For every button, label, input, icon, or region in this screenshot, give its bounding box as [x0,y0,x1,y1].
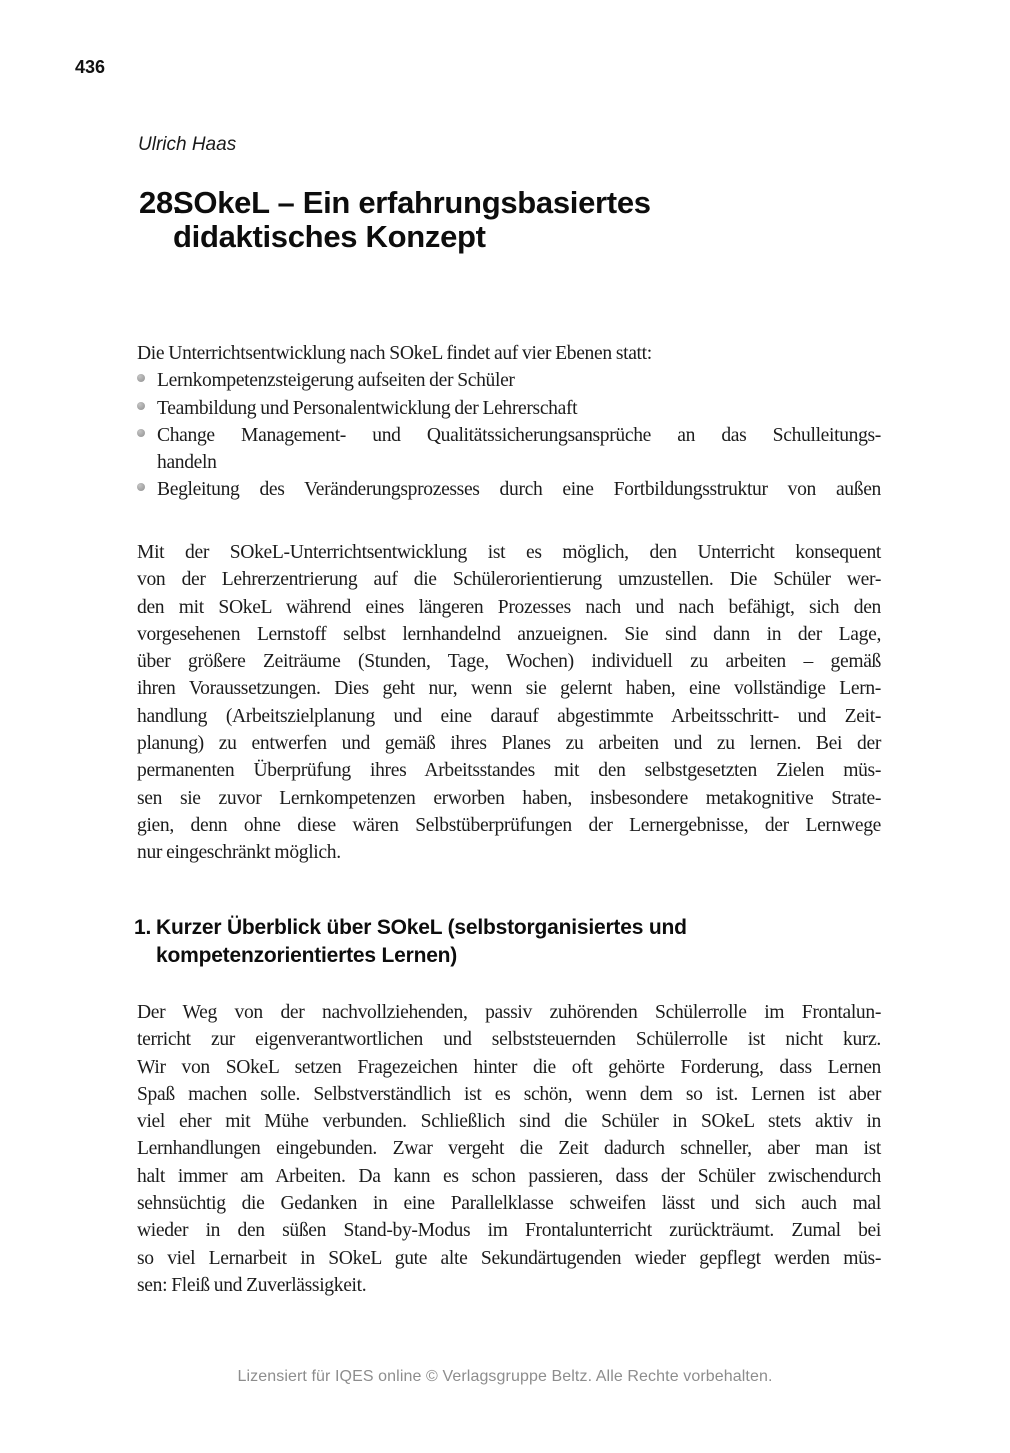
text-line: kompetenzorientiertes Lernen) [156,944,458,967]
bullet-text [157,367,881,394]
paragraph [137,539,881,867]
page-number: 436 [75,57,106,77]
intro-section [137,340,881,504]
text-line: didaktisches Konzept [173,219,486,254]
bullet-icon [137,374,145,382]
bullet-item [137,395,881,422]
text-line: Der Weg von der nachvollziehenden, passiv zuhörenden Schülerrolle im Frontalun- [137,1002,881,1023]
text-line: SOkeL – Ein erfahrungsbasiertes [173,185,651,220]
text-line: viel eher mit Mühe verbunden. Schließlich sind die Schüler in SOkeL stets aktiv in [137,1111,881,1133]
bullet-text [157,422,881,477]
text-line: Begleitung des Veränderungsprozesses durch eine Fortbildungsstruktur von außen [157,479,881,501]
text-line: sen sie zuvor Lernkompetenzen erworben haben, insbesondere metakognitive Strate- [137,787,881,809]
bullet-icon [137,483,145,491]
text-line: den mit SOkeL während eines längeren Prozesses nach und nach befähigt, sich den [137,596,881,618]
text-line: von der Lehrerzentrierung auf die Schülerorientierung umzustellen. Die Schüler wer- [137,569,881,591]
chapter-number: 28. [139,185,182,220]
text-line: nur eingeschränkt möglich. [137,842,341,864]
bullet-text [157,476,881,503]
bullet-icon [137,429,145,437]
text-line: Lernhandlungen eingebunden. Zwar vergeht die Zeit dadurch schneller, aber man ist [137,1138,881,1160]
text-line: vorgesehenen Lernstoff selbst lernhandelnd anzueignen. Sie sind dann in der Lage, [137,623,881,645]
bullet-text [157,395,881,422]
text-line: halt immer am Arbeiten. Da kann es schon passieren, dass der Schüler zwischendurch [137,1165,881,1187]
text-line: handeln [157,452,217,474]
bullet-item [137,422,881,477]
text-line: sehnsüchtig die Gedanken in eine Parallelklasse schweifen lässt und sich auch mal [137,1193,881,1215]
text-line: terricht zur eigenverantwortlichen und selbststeuernden Schülerrolle ist nicht kurz. [137,1029,881,1051]
text-line: planung) zu entwerfen und gemäß ihres Planes zu arbeiten und zu lernen. Bei der [137,733,881,755]
bullet-item [137,476,881,503]
bullet-icon [137,402,145,410]
text-line: Teambildung und Personalentwicklung der Lehrerschaft [157,397,578,419]
paragraph [137,999,881,1299]
chapter-title [173,186,651,254]
section-heading [134,914,687,970]
text-line: wieder in den süßen Stand-by-Modus im Frontalunterricht zurückträumt. Zumal bei [137,1220,881,1242]
chapter-heading [139,186,651,254]
text-line: ihren Voraussetzungen. Dies geht nur, wenn sie gelernt haben, eine vollständige Lern- [137,678,881,700]
intro-lead-line: Die Unterrichtsentwicklung nach SOkeL findet auf vier Ebenen statt: [137,343,652,364]
text-line: Kurzer Überblick über SOkeL (selbstorganisiertes und [156,916,687,939]
text-line: Wir von SOkeL setzen Fragezeichen hinter die oft gehörte Forderung, dass Lernen [137,1056,881,1078]
text-line: gien, denn ohne diese wären Selbstüberprüfungen der Lernergebnisse, der Lernwege [137,814,881,836]
text-line: Change Management- und Qualitätssicherungsansprüche an das Schulleitungs- [157,424,881,446]
text-line: Spaß machen solle. Selbstverständlich ist es schön, wenn dem so ist. Lernen ist aber [137,1083,881,1105]
section-number: 1. [134,916,152,939]
text-line: Mit der SOkeL-Unterrichtsentwicklung ist es möglich, den Unterricht konsequent [137,542,881,563]
bullet-list [137,367,881,503]
bullet-item [137,367,881,394]
text-line: handlung (Arbeitszielplanung und eine darauf abgestimmte Arbeitsschritt- und Zeit- [137,705,881,727]
text-line: Lernkompetenzsteigerung aufseiten der Schüler [157,370,515,392]
text-line: permanenten Überprüfung ihres Arbeitsstandes mit den selbstgesetzten Zielen müs- [137,760,881,782]
text-line: sen: Fleiß und Zuverlässigkeit. [137,1274,367,1296]
footer-license-text: Lizensiert für IQES online © Verlagsgruppe Beltz. Alle Rechte vorbehalten. [237,1368,773,1385]
text-line: über größere Zeiträume (Stunden, Tage, Wochen) individuell zu arbeiten – gemäß [137,651,881,673]
text-line: so viel Lernarbeit in SOkeL gute alte Sekundärtugenden wieder gepflegt werden müs- [137,1247,881,1269]
author-name: Ulrich Haas [138,134,237,155]
section-title [156,914,687,970]
